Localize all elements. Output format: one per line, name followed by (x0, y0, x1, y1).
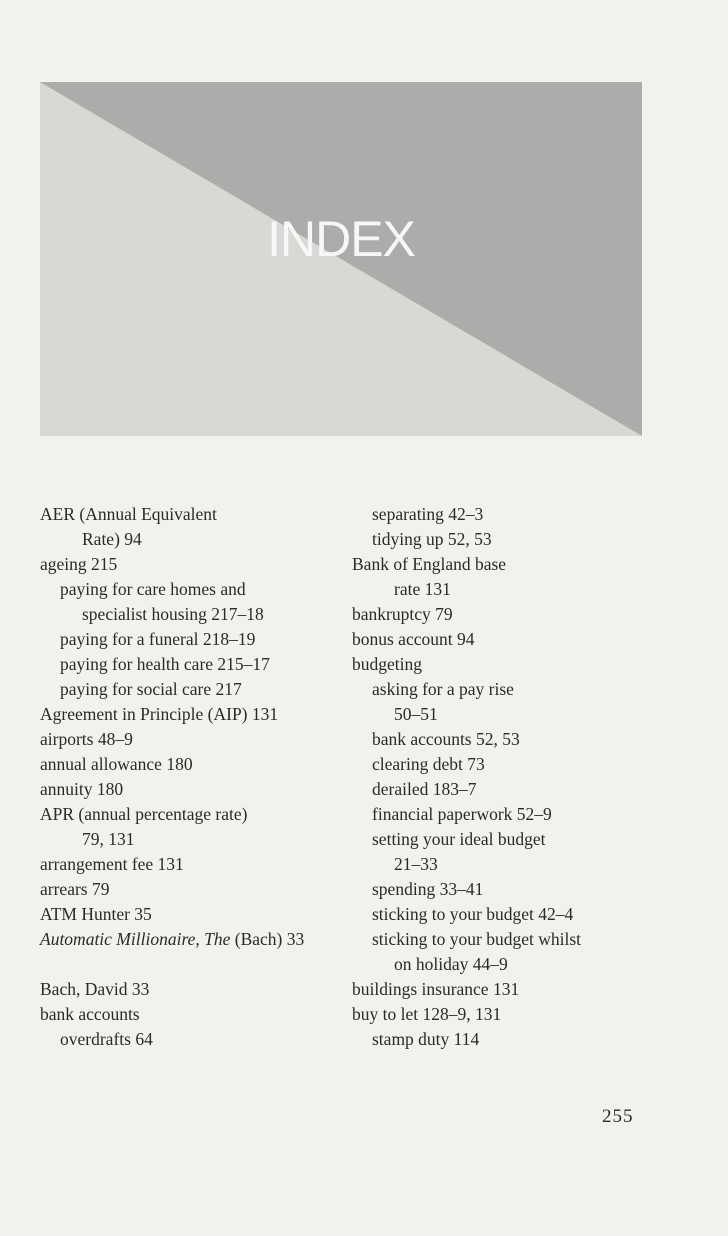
index-entry (40, 977, 340, 1002)
index-entry-text: overdrafts 64 (60, 1029, 153, 1049)
index-banner (40, 82, 642, 436)
index-entry (40, 577, 340, 602)
index-entry (352, 527, 652, 552)
index-entry (352, 927, 652, 952)
index-entry (40, 602, 340, 627)
index-entry (40, 1027, 340, 1052)
index-entry (40, 752, 340, 777)
index-entry-text: arrangement fee 131 (40, 854, 184, 874)
index-entry-text: Agreement in Principle (AIP) 131 (40, 704, 279, 724)
index-entry (352, 977, 652, 1002)
index-entry-text: separating 42–3 (372, 504, 484, 524)
index-entry (40, 927, 340, 952)
index-column-right (352, 502, 652, 1052)
index-entry-text: annual allowance 180 (40, 754, 193, 774)
index-entry-text: sticking to your budget whilst (372, 929, 582, 949)
index-entry-text: budgeting (352, 654, 422, 674)
index-entry-suffix: (Bach) 33 (230, 929, 305, 949)
index-entry-text: on holiday 44–9 (394, 954, 508, 974)
index-entry (352, 652, 652, 677)
index-entry-text: stamp duty 114 (372, 1029, 480, 1049)
index-entry-text: 79, 131 (82, 829, 135, 849)
index-entry (352, 827, 652, 852)
index-entry-text: sticking to your budget 42–4 (372, 904, 574, 924)
index-entry (40, 552, 340, 577)
index-entry-text: airports 48–9 (40, 729, 133, 749)
index-entry-text: APR (annual percentage rate) (40, 804, 248, 824)
index-entry-text: buildings insurance 131 (352, 979, 520, 999)
index-entry-text: arrears 79 (40, 879, 110, 899)
index-entry (352, 952, 652, 977)
index-entry (40, 802, 340, 827)
index-column-left (40, 502, 340, 1052)
index-entry (40, 627, 340, 652)
index-entry-text: Rate) 94 (82, 529, 142, 549)
index-entry-text: Bach, David 33 (40, 979, 150, 999)
index-entry-text: clearing debt 73 (372, 754, 485, 774)
index-entry-text: asking for a pay rise (372, 679, 514, 699)
index-entry-text: bank accounts (40, 1004, 140, 1024)
index-entry-text: bonus account 94 (352, 629, 475, 649)
index-title: INDEX (267, 211, 415, 267)
index-entry (40, 677, 340, 702)
index-entry (352, 577, 652, 602)
index-entry (40, 852, 340, 877)
index-entry (352, 677, 652, 702)
index-entry (352, 702, 652, 727)
index-entry (352, 852, 652, 877)
index-entry (40, 1002, 340, 1027)
index-entry-text: paying for social care 217 (60, 679, 242, 699)
index-entry-text: ATM Hunter 35 (40, 904, 152, 924)
index-entry-text: 50–51 (394, 704, 438, 724)
index-entry (352, 727, 652, 752)
index-entry-text: rate 131 (394, 579, 451, 599)
index-entry-text: specialist housing 217–18 (82, 604, 264, 624)
index-entry (352, 552, 652, 577)
index-entry-text: bank accounts 52, 53 (372, 729, 520, 749)
index-entry (352, 602, 652, 627)
index-entry (40, 502, 340, 527)
index-entry-text: bankruptcy 79 (352, 604, 453, 624)
index-entry (352, 1002, 652, 1027)
index-entry (40, 902, 340, 927)
index-entry (352, 902, 652, 927)
index-entry-text: ageing 215 (40, 554, 118, 574)
index-entry (352, 777, 652, 802)
index-entry-text: paying for a funeral 218–19 (60, 629, 256, 649)
index-entry (40, 727, 340, 752)
index-entry (352, 752, 652, 777)
index-entry-text: tidying up 52, 53 (372, 529, 492, 549)
index-entry (40, 827, 340, 852)
index-entry-text: Automatic Millionaire, The (40, 929, 231, 949)
index-entry (352, 877, 652, 902)
index-entry-text: AER (Annual Equivalent (40, 504, 217, 524)
page-number: 255 (602, 1106, 634, 1127)
index-entry (40, 527, 340, 552)
index-entry-text: paying for care homes and (60, 579, 246, 599)
index-entry (352, 1027, 652, 1052)
index-entry-text: spending 33–41 (372, 879, 484, 899)
index-entry-text: 21–33 (394, 854, 438, 874)
index-entry-text: derailed 183–7 (372, 779, 477, 799)
index-entry (352, 802, 652, 827)
index-entry (40, 877, 340, 902)
index-entry (352, 502, 652, 527)
index-entry-text: annuity 180 (40, 779, 124, 799)
index-entry-text: financial paperwork 52–9 (372, 804, 552, 824)
index-entry-text: setting your ideal budget (372, 829, 546, 849)
index-entry (40, 777, 340, 802)
index-entry (40, 702, 340, 727)
index-entry (352, 627, 652, 652)
index-entry-text: Bank of England base (352, 554, 507, 574)
index-entry (40, 652, 340, 677)
index-entry-text: buy to let 128–9, 131 (352, 1004, 502, 1024)
index-entry-text: paying for health care 215–17 (60, 654, 270, 674)
